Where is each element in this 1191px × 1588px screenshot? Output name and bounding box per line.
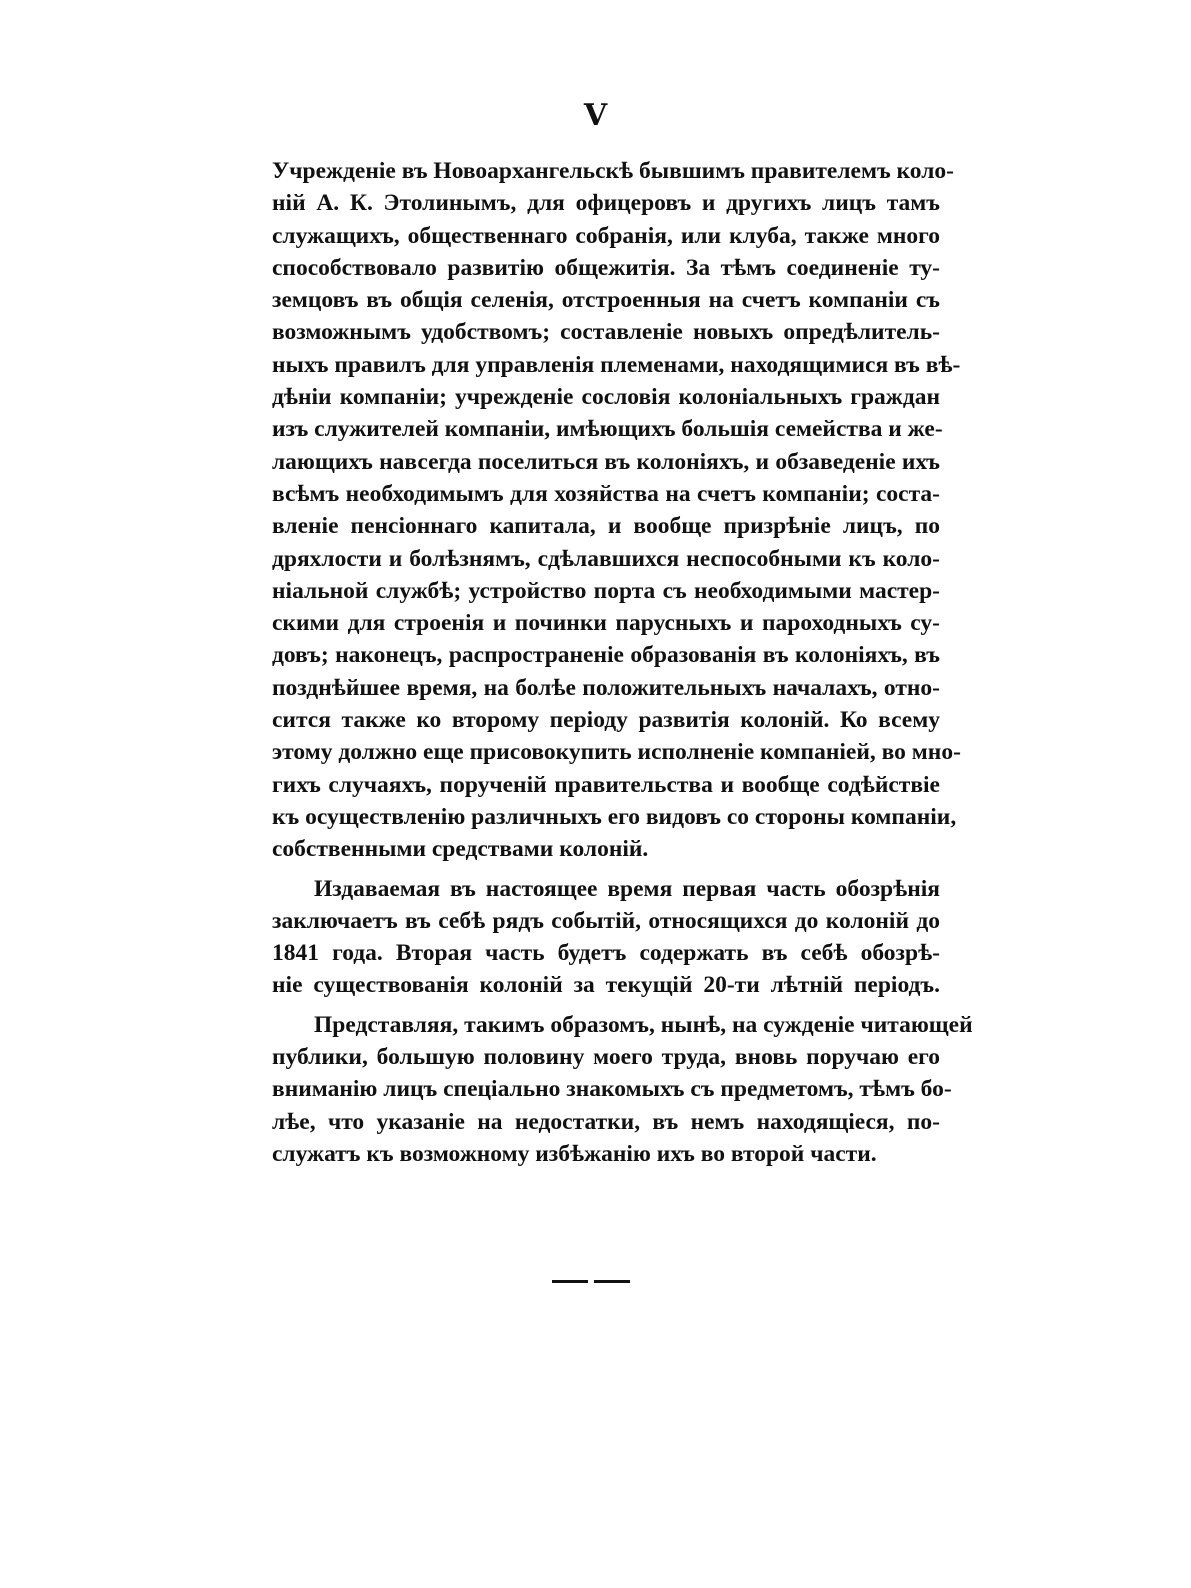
text-line: ныхъ правилъ для управленія племенами, находящимися въ вѣ- [272, 351, 961, 378]
text-line: публики, большую половину моего труда, вновь поручаю его [272, 1044, 940, 1071]
text-line: вленіе пенсіоннаго капитала, и вообще призрѣніе лицъ, по [272, 513, 940, 540]
text-line: 1841 года. Вторая часть будетъ содержать въ себѣ обозрѣ- [272, 940, 940, 967]
text-line: скими для строенія и починки парусныхъ и пароходныхъ су- [272, 610, 940, 637]
text-line: Представляя, такимъ образомъ, нынѣ, на сужденіе читающей [314, 1011, 973, 1038]
text-line: возможнымъ удобствомъ; составленіе новыхъ опредѣлитель- [272, 319, 940, 346]
text-line: вниманію лицъ спеціально знакомыхъ съ предметомъ, тѣмъ бо- [272, 1076, 952, 1103]
text-line: Издаваемая въ настоящее время первая часть обозрѣнія [314, 875, 940, 902]
end-rule [552, 1280, 588, 1283]
text-line: всѣмъ необходимымъ для хозяйства на счетъ компаніи; соста- [272, 480, 940, 507]
paragraph-1 [272, 155, 961, 866]
text-line: дряхлости и болѣзнямъ, сдѣлавшихся неспособными къ коло- [272, 545, 940, 572]
body-text [272, 155, 973, 1170]
text-line: къ осуществленію различныхъ его видовъ со стороны компаніи, [272, 803, 957, 830]
text-line: лѣе, что указаніе на недостатки, въ немъ находящіеся, по- [272, 1108, 940, 1135]
text-line: сится также ко второму періоду развитія колоній. Ко всему [272, 707, 940, 734]
text-line: собственными средствами колоній. [272, 836, 649, 863]
text-line: способствовало развитію общежитія. За тѣмъ соединеніе ту- [272, 254, 940, 281]
paragraph-gap [272, 866, 940, 873]
text-line: служатъ къ возможному избѣжанію ихъ во второй части. [272, 1140, 877, 1167]
paragraph-gap [272, 1002, 940, 1009]
text-line: ніе существованія колоній за текущій 20-ти лѣтній періодъ. [272, 972, 940, 999]
text-line: довъ; наконецъ, распространеніе образованія въ колоніяхъ, въ [272, 642, 940, 669]
text-line: ніальной службѣ; устройство порта съ необходимыми мастер- [272, 577, 940, 604]
text-line: гихъ случаяхъ, порученій правительства и вообще содѣйствіе [272, 771, 940, 798]
paragraph-2 [272, 873, 940, 1002]
text-line: дѣніи компаніи; учрежденіе сословія колоніальныхъ граждан [272, 384, 940, 411]
text-line: этому должно еще присовокупить исполненіе компаніей, во мно- [272, 739, 961, 766]
text-line: Учрежденіе въ Новоархангельскѣ бывшимъ правителемъ коло- [272, 158, 954, 184]
paragraph-3 [272, 1009, 973, 1170]
text-line: заключаетъ въ себѣ рядъ событій, относящихся до колоній до [272, 907, 940, 934]
page-number: V [583, 98, 608, 133]
text-line: лающихъ навсегда поселиться въ колоніяхъ, и обзаведеніе ихъ [272, 448, 940, 475]
text-line: позднѣйшее время, на болѣе положительныхъ началахъ, отно- [272, 674, 940, 701]
text-line: изъ служителей компаніи, имѣющихъ большія семейства и же- [272, 416, 943, 443]
text-line: ній А. К. Этолинымъ, для офицеровъ и другихъ лицъ тамъ [272, 190, 940, 217]
end-rule [594, 1280, 630, 1283]
text-line: земцовъ въ общія селенія, отстроенныя на счетъ компаніи съ [272, 287, 940, 314]
text-line: служащихъ, общественнаго собранія, или клуба, также много [272, 222, 940, 249]
